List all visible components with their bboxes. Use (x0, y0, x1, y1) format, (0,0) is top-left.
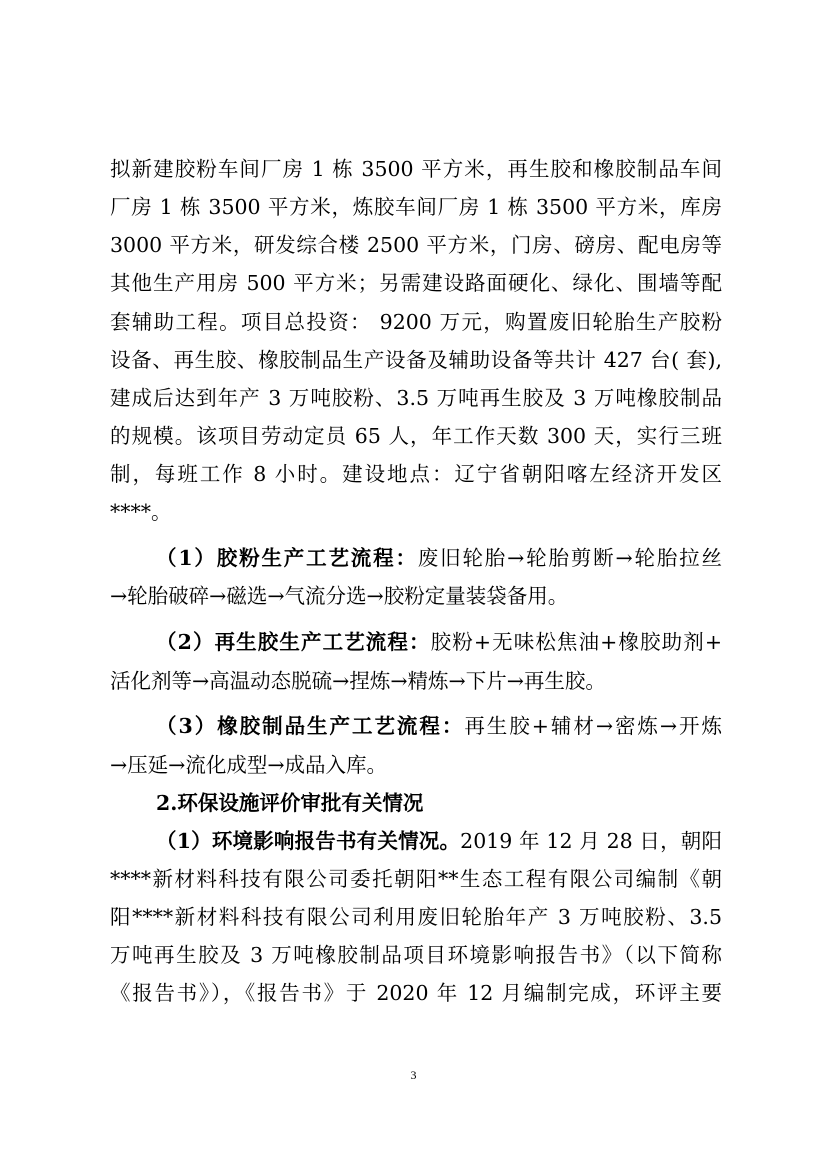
eia-first-line (156, 829, 722, 853)
paragraph-line: 其他生产用房 500 平方米；另需建设路面硬化、绿化、围墙等配 (110, 271, 722, 295)
process-3-second-line: →压延→流化成型→成品入库。 (110, 753, 388, 777)
paragraph-line: 3000 平方米，研发综合楼 2500 平方米，门房、磅房、配电房等 (110, 233, 722, 257)
process-2-first-line (156, 630, 722, 654)
eia-line: 万吨再生胶及 3 万吨橡胶制品项目环境影响报告书》（以下简称 (110, 943, 722, 967)
paragraph-line: 套辅助工程。项目总投资： 9200 万元，购置废旧轮胎生产胶粉 (110, 310, 722, 334)
process-1-first-line (156, 546, 722, 570)
process-2-second-line: 活化剂等→高温动态脱硫→捏炼→精炼→下片→再生胶。 (110, 669, 606, 693)
process-1-heading: （1）胶粉生产工艺流程： (156, 546, 418, 570)
process-1-text: 废旧轮胎→轮胎剪断→轮胎拉丝 (417, 546, 722, 570)
paragraph-line: ****。 (110, 500, 172, 524)
paragraph-line: 设备、再生胶、橡胶制品生产设备及辅助设备等共计 427 台( 套), (110, 348, 722, 372)
paragraph-line: 制，每班工作 8 小时。建设地点：辽宁省朝阳喀左经济开发区 (110, 462, 722, 486)
paragraph-line: 建成后达到年产 3 万吨胶粉、3.5 万吨再生胶及 3 万吨橡胶制品 (110, 386, 722, 410)
page-number: 3 (410, 1068, 417, 1082)
process-3-first-line (156, 714, 722, 738)
eia-line: ****新材料科技有限公司委托朝阳**生态工程有限公司编制《朝 (110, 867, 722, 891)
eia-heading: （1）环境影响报告书有关情况。 (156, 829, 461, 853)
process-3-text: 再生胶+辅材→密炼→开炼 (464, 714, 722, 738)
process-2-heading: （2）再生胶生产工艺流程： (156, 630, 431, 654)
paragraph-line: 拟新建胶粉车间厂房 1 栋 3500 平方米，再生胶和橡胶制品车间 (110, 157, 722, 181)
process-3-heading: （3）橡胶制品生产工艺流程： (156, 714, 465, 738)
eia-line: 阳****新材料科技有限公司利用废旧轮胎年产 3 万吨胶粉、3.5 (110, 905, 722, 929)
eia-line: 《报告书》），《报告书》于 2020 年 12 月编制完成，环评主要 (110, 981, 722, 1005)
section-heading: 2.环保设施评价审批有关情况 (156, 791, 424, 815)
process-1-second-line: →轮胎破碎→磁选→气流分选→胶粉定量装袋备用。 (110, 584, 569, 608)
eia-text: 2019 年 12 月 28 日，朝阳 (460, 829, 722, 853)
process-2-text: 胶粉+无味松焦油+橡胶助剂+ (430, 630, 722, 654)
paragraph-line: 的规模。该项目劳动定员 65 人，年工作天数 300 天，实行三班 (110, 424, 722, 448)
paragraph-line: 厂房 1 栋 3500 平方米，炼胶车间厂房 1 栋 3500 平方米，库房 (110, 195, 722, 219)
